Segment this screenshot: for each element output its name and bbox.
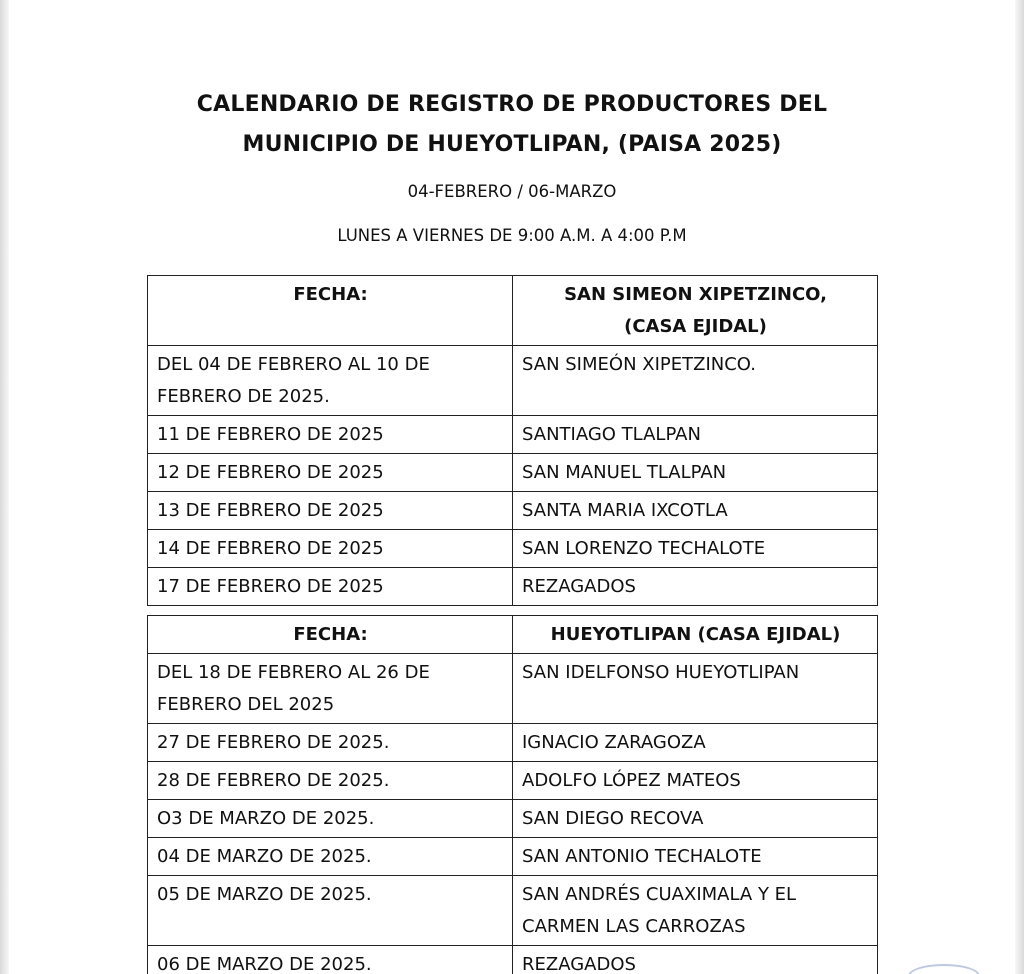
date-line1: DEL 04 DE FEBRERO AL 10 DE [157,354,430,375]
place-cell: SAN ANTONIO TECHALOTE [513,838,878,876]
place-cell: IGNACIO ZARAGOZA [513,724,878,762]
table-row [148,568,878,606]
place-line1: SAN ANDRÉS CUAXIMALA Y EL [522,884,797,905]
document-title-line1: CALENDARIO DE REGISTRO DE PRODUCTORES DEL [196,92,828,117]
date-cell: 12 DE FEBRERO DE 2025 [148,454,513,492]
header-place-line2: (CASA EJIDAL) [624,316,767,337]
place-line2: CARMEN LAS CARROZAS [522,916,746,937]
date-cell: 17 DE FEBRERO DE 2025 [148,568,513,606]
date-line1: DEL 18 DE FEBRERO AL 26 DE [157,662,430,683]
header-place [513,276,878,346]
date-cell: 05 DE MARZO DE 2025. [148,876,513,946]
date-line2: FEBRERO DEL 2025 [157,694,335,715]
place-cell: SANTIAGO TLALPAN [513,416,878,454]
place-cell: ADOLFO LÓPEZ MATEOS [513,762,878,800]
table-row [148,762,878,800]
table-row [148,530,878,568]
header-place-line1: SAN SIMEON XIPETZINCO, [564,284,827,305]
place-cell: SANTA MARIA IXCOTLA [513,492,878,530]
place-cell: SAN IDELFONSO HUEYOTLIPAN [513,654,878,724]
date-cell [148,654,513,724]
place-cell: SAN MANUEL TLALPAN [513,454,878,492]
header-place: HUEYOTLIPAN (CASA EJIDAL) [513,616,878,654]
table-header-row [148,616,878,654]
document-title-line2: MUNICIPIO DE HUEYOTLIPAN, (PAISA 2025) [242,132,782,157]
schedule-table-san-simeon [147,275,878,606]
place-cell: SAN SIMEÓN XIPETZINCO. [513,346,878,416]
table-row [148,838,878,876]
table-row [148,800,878,838]
date-line2: FEBRERO DE 2025. [157,386,330,407]
header-date [148,276,513,346]
office-hours: LUNES A VIERNES DE 9:00 A.M. A 4:00 P.M [337,226,687,245]
table-row [148,654,878,724]
date-cell [148,346,513,416]
table-row [148,492,878,530]
date-cell: 28 DE FEBRERO DE 2025. [148,762,513,800]
place-cell: REZAGADOS [513,568,878,606]
table-row [148,454,878,492]
date-cell: 13 DE FEBRERO DE 2025 [148,492,513,530]
date-cell: 27 DE FEBRERO DE 2025. [148,724,513,762]
date-cell: O3 DE MARZO DE 2025. [148,800,513,838]
table-row [148,946,878,974]
registration-period: 04-FEBRERO / 06-MARZO [407,182,617,201]
date-cell: 11 DE FEBRERO DE 2025 [148,416,513,454]
date-cell: 06 DE MARZO DE 2025. [148,946,513,974]
table-row [148,346,878,416]
date-cell: 14 DE FEBRERO DE 2025 [148,530,513,568]
table-row [148,416,878,454]
corner-overlay-icon [908,964,980,974]
place-cell [513,876,878,946]
table-header-row [148,276,878,346]
header-date-label: FECHA: [293,284,368,305]
place-cell: SAN LORENZO TECHALOTE [513,530,878,568]
table-row [148,876,878,946]
header-date: FECHA: [148,616,513,654]
place-cell: REZAGADOS [513,946,878,974]
schedule-table-hueyotlipan [147,615,878,974]
date-cell: 04 DE MARZO DE 2025. [148,838,513,876]
place-cell: SAN DIEGO RECOVA [513,800,878,838]
table-row [148,724,878,762]
